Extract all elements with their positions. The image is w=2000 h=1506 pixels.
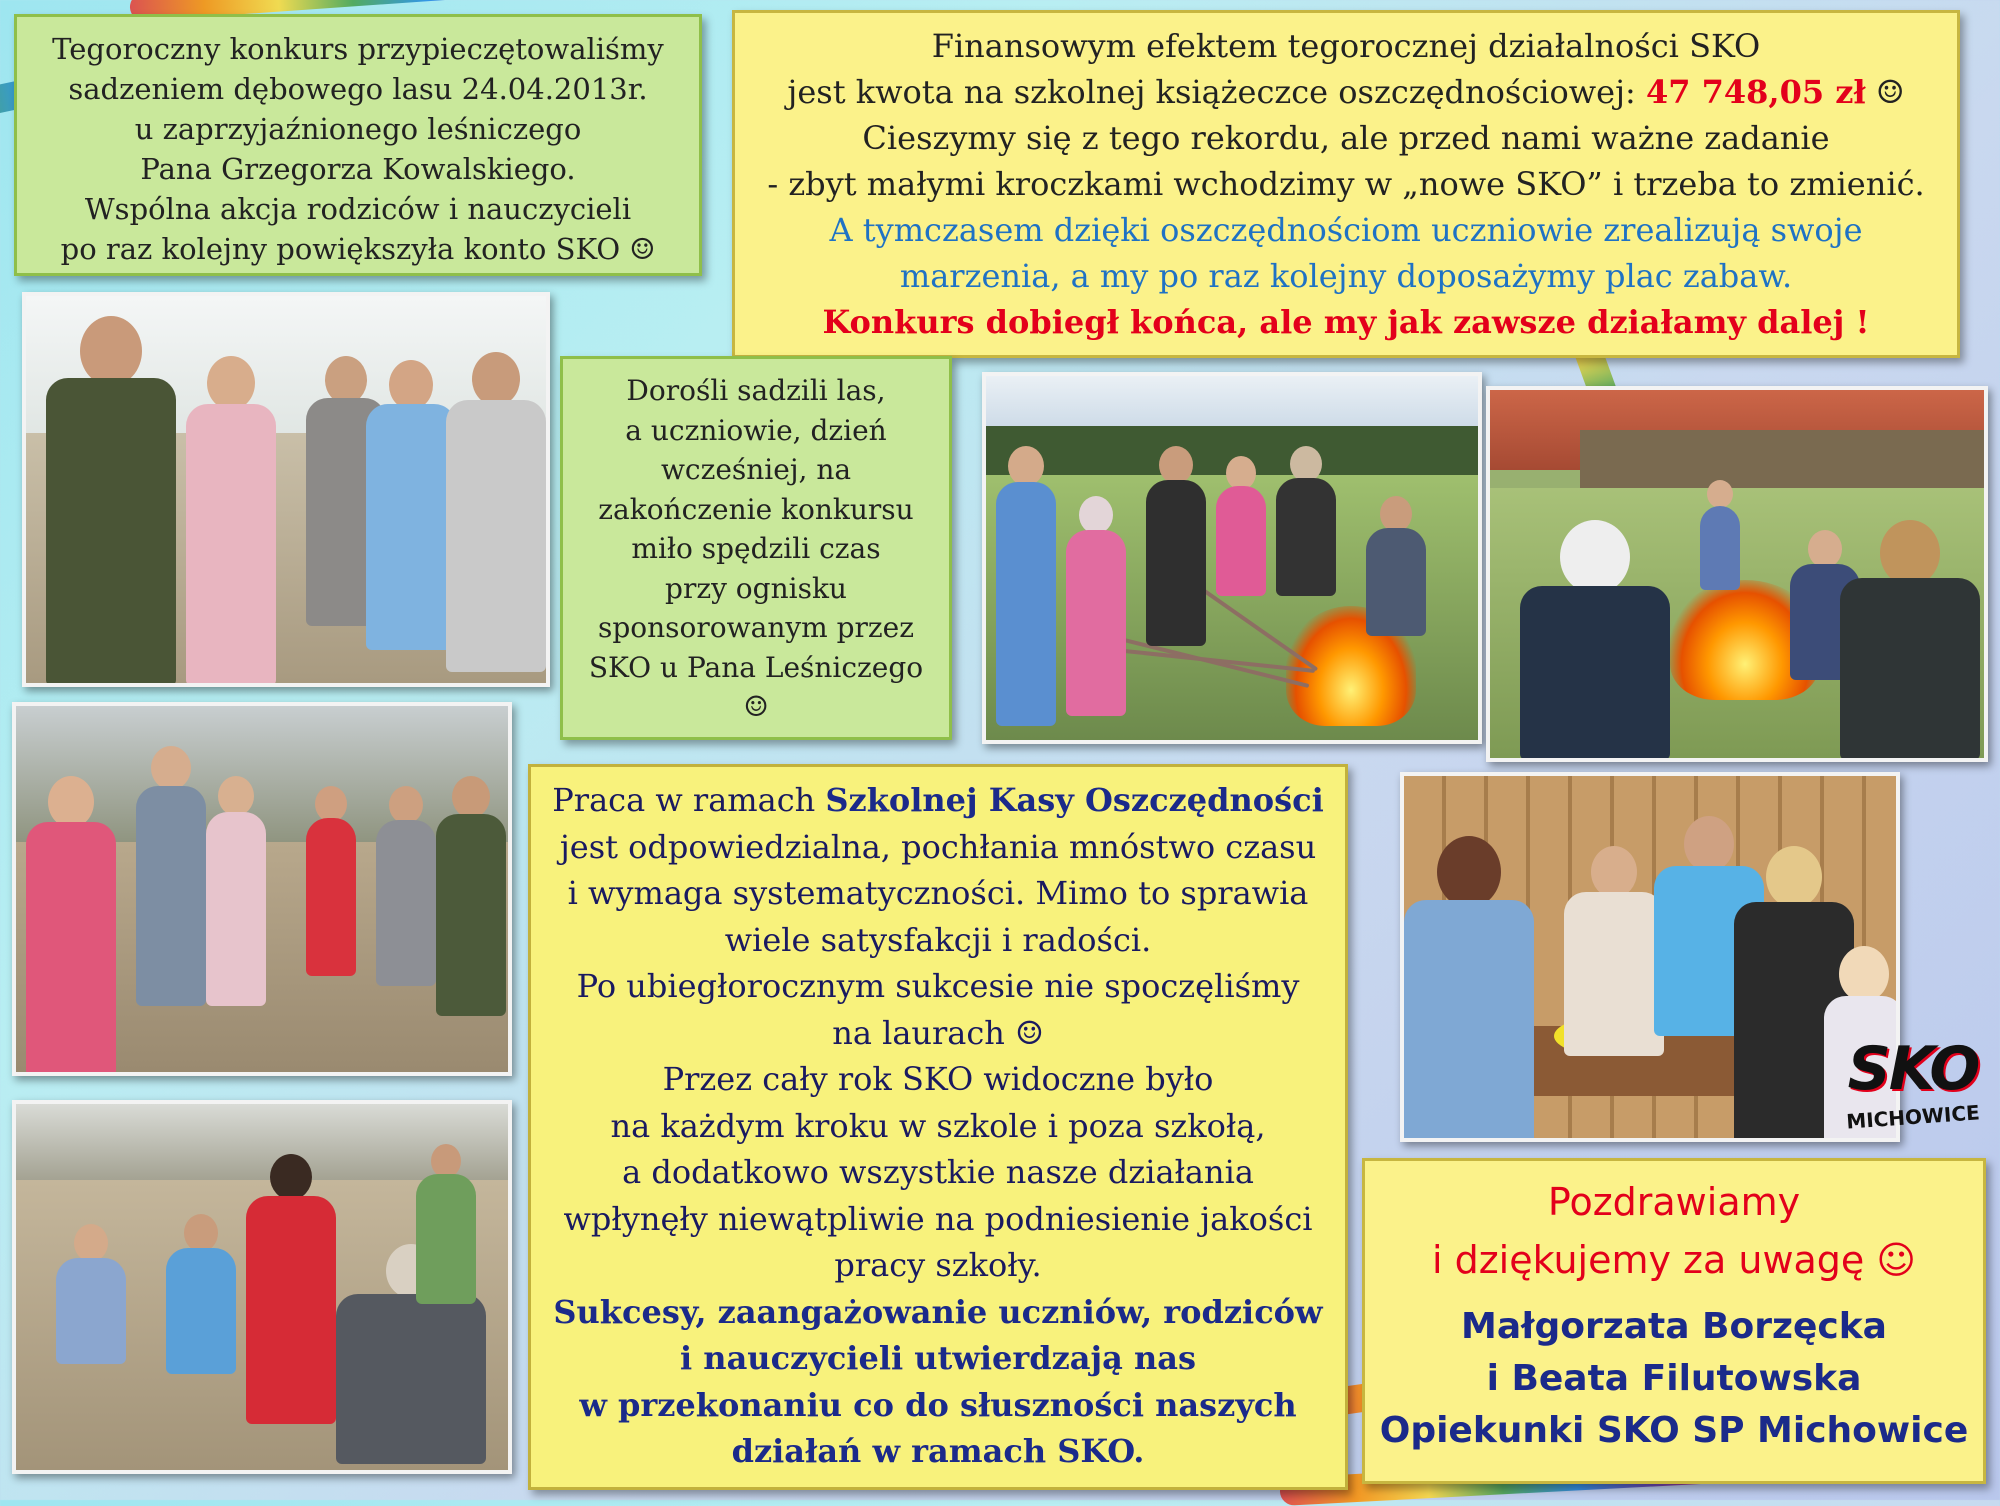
- bonfire-line-4: zakończenie konkursu: [598, 492, 914, 526]
- thanks-name-1: Małgorzata Borzęcka: [1461, 1306, 1887, 1347]
- finance-summary-box: [732, 10, 1960, 358]
- finance-line-2-text: jest kwota na szkolnej książeczce oszczędnościowej:: [787, 73, 1646, 111]
- bonfire-line-3: wcześniej, na: [660, 453, 852, 486]
- bonfire-box: [560, 356, 952, 740]
- work-line-1-prefix: Praca w ramach: [552, 781, 826, 819]
- thanks-box: [1362, 1158, 1986, 1484]
- photo-bonfire-shelter: [1486, 386, 1988, 762]
- work-line-1: [539, 777, 1337, 824]
- work-line-11: pracy szkoły.: [834, 1246, 1042, 1284]
- work-line-7: Przez cały rok SKO widoczne było: [662, 1060, 1214, 1098]
- smiley-icon: ☺: [743, 690, 769, 723]
- bonfire-line-7: sponsorowanym przez: [598, 611, 914, 644]
- work-line-10: wpłynęły niewątpliwie na podniesienie jakości: [563, 1199, 1313, 1238]
- work-line-3: i wymaga systematyczności. Mimo to sprawia: [567, 874, 1309, 912]
- forest-line-6: po raz kolejny powiększyła konto SKO ☺: [60, 232, 656, 266]
- smiley-icon: ☺: [1865, 73, 1905, 111]
- finance-line-2: [743, 69, 1949, 115]
- photo-bonfire-kids: [982, 372, 1482, 744]
- work-line-8: na każdym kroku w szkole i poza szkołą,: [610, 1106, 1266, 1145]
- work-line-5: Po ubiegłorocznym sukcesie nie spoczęliśmy: [576, 967, 1300, 1005]
- forest-line-4: Pana Grzegorza Kowalskiego.: [140, 152, 576, 186]
- work-bold-line-4: działań w ramach SKO.: [731, 1432, 1145, 1470]
- finance-line-6: marzenia, a my po raz kolejny doposażymy plac zabaw.: [899, 257, 1793, 295]
- sko-work-box: [528, 764, 1348, 1490]
- bonfire-line-5: miło spędzili czas: [631, 532, 881, 565]
- finance-amount: 47 748,05 zł: [1645, 73, 1866, 111]
- work-line-1-bold: Szkolnej Kasy Oszczędności: [825, 781, 1324, 819]
- forest-line-2: sadzeniem dębowego lasu 24.04.2013r.: [68, 72, 648, 106]
- photo-planting-group: [12, 702, 512, 1076]
- forest-line-3: u zaprzyjaźnionego leśniczego: [134, 112, 582, 146]
- finance-line-5: A tymczasem dzięki oszczędnościom uczniowie zrealizują swoje: [829, 211, 1863, 249]
- work-line-2: jest odpowiedzialna, pochłania mnóstwo czasu: [559, 827, 1317, 866]
- bonfire-line-1: Dorośli sadzili las,: [626, 374, 886, 407]
- thanks-greeting-1: Pozdrawiamy: [1547, 1180, 1801, 1224]
- photo-adults-group: [22, 292, 550, 687]
- finance-line-3: Cieszymy się z tego rekordu, ale przed nami ważne zadanie: [862, 119, 1830, 157]
- work-line-9: a dodatkowo wszystkie nasze działania: [622, 1153, 1254, 1191]
- work-bold-line-1: Sukcesy, zaangażowanie uczniów, rodziców: [553, 1292, 1323, 1331]
- finance-line-1: Finansowym efektem tegorocznej działalności SKO: [931, 27, 1761, 65]
- sko-logo: [1838, 1034, 1988, 1154]
- sko-logo-main: SKO: [1847, 1034, 1979, 1104]
- finance-line-7: Konkurs dobiegł końca, ale my jak zawsze działamy dalej !: [822, 303, 1870, 341]
- bonfire-line-2: a uczniowie, dzień: [625, 413, 887, 447]
- photo-digging: [12, 1100, 512, 1474]
- thanks-role: Opiekunki SKO SP Michowice: [1379, 1410, 1969, 1451]
- photo-kids-table: [1400, 772, 1900, 1142]
- sko-logo-sub: MICHOWICE: [1845, 1100, 1981, 1134]
- bonfire-line-8: SKO u Pana Leśniczego: [588, 650, 924, 684]
- thanks-name-2: i Beata Filutowska: [1486, 1358, 1862, 1399]
- thanks-greeting-2: i dziękujemy za uwagę ☺: [1431, 1238, 1917, 1282]
- bonfire-line-6: przy ognisku: [665, 571, 847, 605]
- work-bold-line-2: i nauczycieli utwierdzają nas: [680, 1339, 1196, 1377]
- work-bold-line-3: w przekonaniu co do słuszności naszych: [579, 1385, 1297, 1424]
- forest-planting-box: [14, 14, 702, 276]
- forest-line-5: Wspólna akcja rodziców i nauczycieli: [84, 192, 632, 226]
- work-line-4: wiele satysfakcji i radości.: [724, 920, 1152, 959]
- forest-line-1: Tegoroczny konkurs przypieczętowaliśmy: [52, 32, 664, 66]
- finance-line-4: - zbyt małymi kroczkami wchodzimy w „nowe SKO” i trzeba to zmienić.: [767, 165, 1925, 203]
- work-line-6: na laurach ☺: [832, 1013, 1044, 1052]
